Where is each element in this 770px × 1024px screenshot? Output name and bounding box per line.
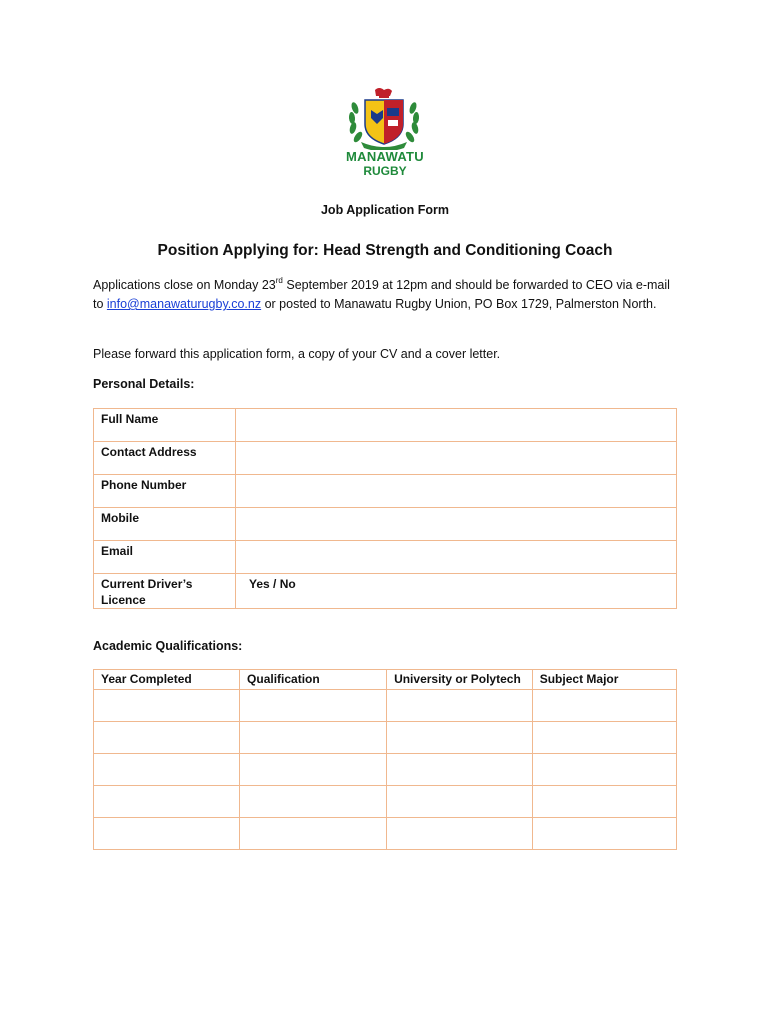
logo-line-1: MANAWATU <box>346 149 424 164</box>
logo-wordmark <box>330 150 440 178</box>
table-cell[interactable] <box>532 690 676 722</box>
table-cell[interactable] <box>387 754 533 786</box>
drivers-licence-field[interactable]: Yes / No <box>236 574 677 609</box>
table-row <box>94 690 677 722</box>
table-cell[interactable] <box>240 754 387 786</box>
column-header-subject: Subject Major <box>532 670 676 690</box>
full-name-field[interactable] <box>236 409 677 442</box>
logo-line-2: RUGBY <box>363 164 407 178</box>
table-row <box>94 818 677 850</box>
table-cell[interactable] <box>532 722 676 754</box>
table-cell[interactable] <box>94 690 240 722</box>
intro-text-c: or posted to Manawatu Rugby Union, PO Box 1729, Palmerston North. <box>261 297 657 311</box>
table-row <box>94 409 677 442</box>
contact-address-label: Contact Address <box>94 442 236 475</box>
position-title: Position Applying for: Head Strength and Conditioning Coach <box>157 242 613 259</box>
academic-qualifications-table <box>93 669 677 850</box>
table-row <box>94 722 677 754</box>
table-cell[interactable] <box>532 786 676 818</box>
form-title: Job Application Form <box>320 203 449 217</box>
column-header-university: University or Polytech <box>387 670 533 690</box>
table-cell[interactable] <box>387 722 533 754</box>
email-field[interactable] <box>236 541 677 574</box>
intro-sup: rd <box>275 275 283 285</box>
table-cell[interactable] <box>240 786 387 818</box>
phone-number-label: Phone Number <box>94 475 236 508</box>
full-name-label: Full Name <box>94 409 236 442</box>
table-cell[interactable] <box>532 754 676 786</box>
personal-details-table <box>93 408 677 609</box>
table-row <box>94 786 677 818</box>
phone-number-field[interactable] <box>236 475 677 508</box>
email-link[interactable]: info@manawaturugby.co.nz <box>106 297 262 311</box>
table-cell[interactable] <box>387 786 533 818</box>
table-row <box>94 475 677 508</box>
academic-qualifications-heading: Academic Qualifications: <box>93 639 243 653</box>
table-cell[interactable] <box>240 690 387 722</box>
table-cell[interactable] <box>240 722 387 754</box>
table-row <box>94 541 677 574</box>
column-header-year: Year Completed <box>94 670 240 690</box>
table-cell[interactable] <box>532 818 676 850</box>
forward-note: Please forward this application form, a copy of your CV and a cover letter. <box>93 347 501 361</box>
table-row <box>94 754 677 786</box>
table-cell[interactable] <box>94 722 240 754</box>
table-cell[interactable] <box>94 818 240 850</box>
table-cell[interactable] <box>94 754 240 786</box>
column-header-qualification: Qualification <box>240 670 387 690</box>
table-cell[interactable] <box>240 818 387 850</box>
table-cell[interactable] <box>94 786 240 818</box>
table-row <box>94 508 677 541</box>
table-header-row <box>94 670 677 690</box>
intro-text-a: Applications close on Monday 23 <box>93 278 276 292</box>
table-row <box>94 574 677 609</box>
mobile-field[interactable] <box>236 508 677 541</box>
table-cell[interactable] <box>387 818 533 850</box>
email-label: Email <box>94 541 236 574</box>
intro-paragraph <box>93 276 683 314</box>
table-cell[interactable] <box>387 690 533 722</box>
contact-address-field[interactable] <box>236 442 677 475</box>
mobile-label: Mobile <box>94 508 236 541</box>
drivers-licence-label: Current Driver’s Licence <box>94 574 236 609</box>
intro-text-b: September 2019 at 12pm and should be forwarded to CEO via e-mail to <box>93 278 670 311</box>
table-row <box>94 442 677 475</box>
personal-details-heading: Personal Details: <box>93 377 195 391</box>
